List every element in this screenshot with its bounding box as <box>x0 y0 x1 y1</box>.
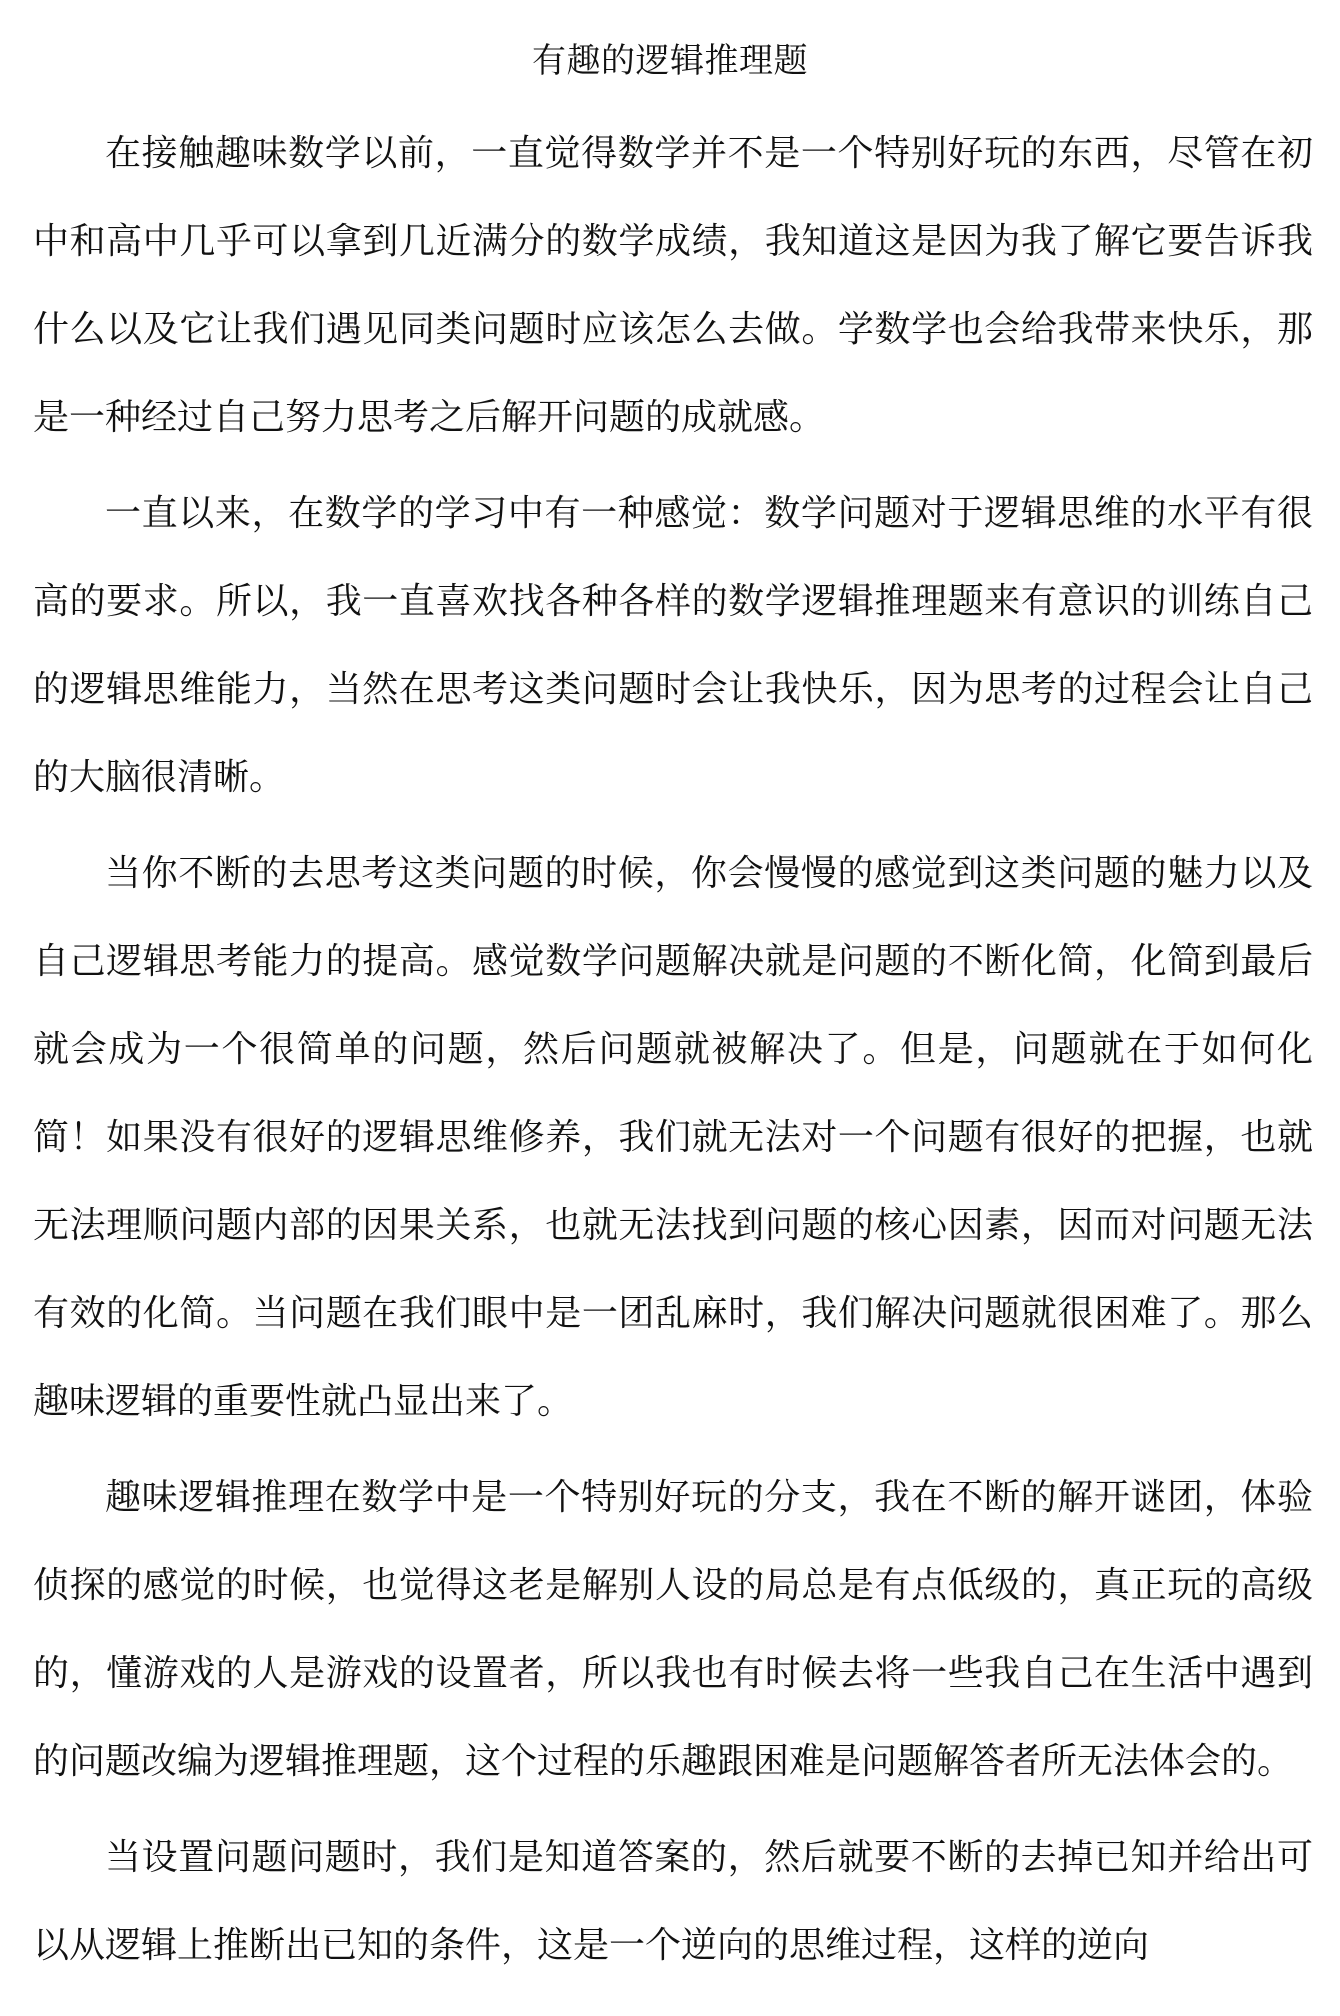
paragraph: 一直以来，在数学的学习中有一种感觉：数学问题对于逻辑思维的水平有很高的要求。所以，我一直喜欢找各种各样的数学逻辑推理题来有意识的训练自己的逻辑思维能力，当然在思考这类问题时会让我快乐，因为思考的过程会让自己的大脑很清晰。 <box>33 493 1313 798</box>
paragraph: 当你不断的去思考这类问题的时候，你会慢慢的感觉到这类问题的魅力以及自己逻辑思考能力的提高。感觉数学问题解决就是问题的不断化简，化简到最后就会成为一个很简单的问题，然后问题就被解决了。但是，问题就在于如何化简！如果没有很好的逻辑思维修养，我们就无法对一个问题有很好的把握，也就无法理顺问题内部的因果关系，也就无法找到问题的核心因素，因而对问题无法有效的化简。当问题在我们眼中是一团乱麻时，我们解决问题就很困难了。那么趣味逻辑的重要性就凸显出来了。 <box>33 853 1313 1422</box>
document-title: 有趣的逻辑推理题 <box>532 41 808 81</box>
document-body <box>33 110 1313 1998</box>
paragraph: 在接触趣味数学以前，一直觉得数学并不是一个特别好玩的东西，尽管在初中和高中几乎可以拿到几近满分的数学成绩，我知道这是因为我了解它要告诉我什么以及它让我们遇见同类问题时应该怎么去做。学数学也会给我带来快乐，那是一种经过自己努力思考之后解开问题的成就感。 <box>33 133 1313 438</box>
paragraph: 趣味逻辑推理在数学中是一个特别好玩的分支，我在不断的解开谜团，体验侦探的感觉的时候，也觉得这老是解别人设的局总是有点低级的，真正玩的高级的，懂游戏的人是游戏的设置者，所以我也有时候去将一些我自己在生活中遇到的问题改编为逻辑推理题，这个过程的乐趣跟困难是问题解答者所无法体会的。 <box>33 1477 1313 1782</box>
paragraph: 当设置问题问题时，我们是知道答案的，然后就要不断的去掉已知并给出可以从逻辑上推断出已知的条件，这是一个逆向的思维过程，这样的逆向 <box>33 1837 1313 1966</box>
